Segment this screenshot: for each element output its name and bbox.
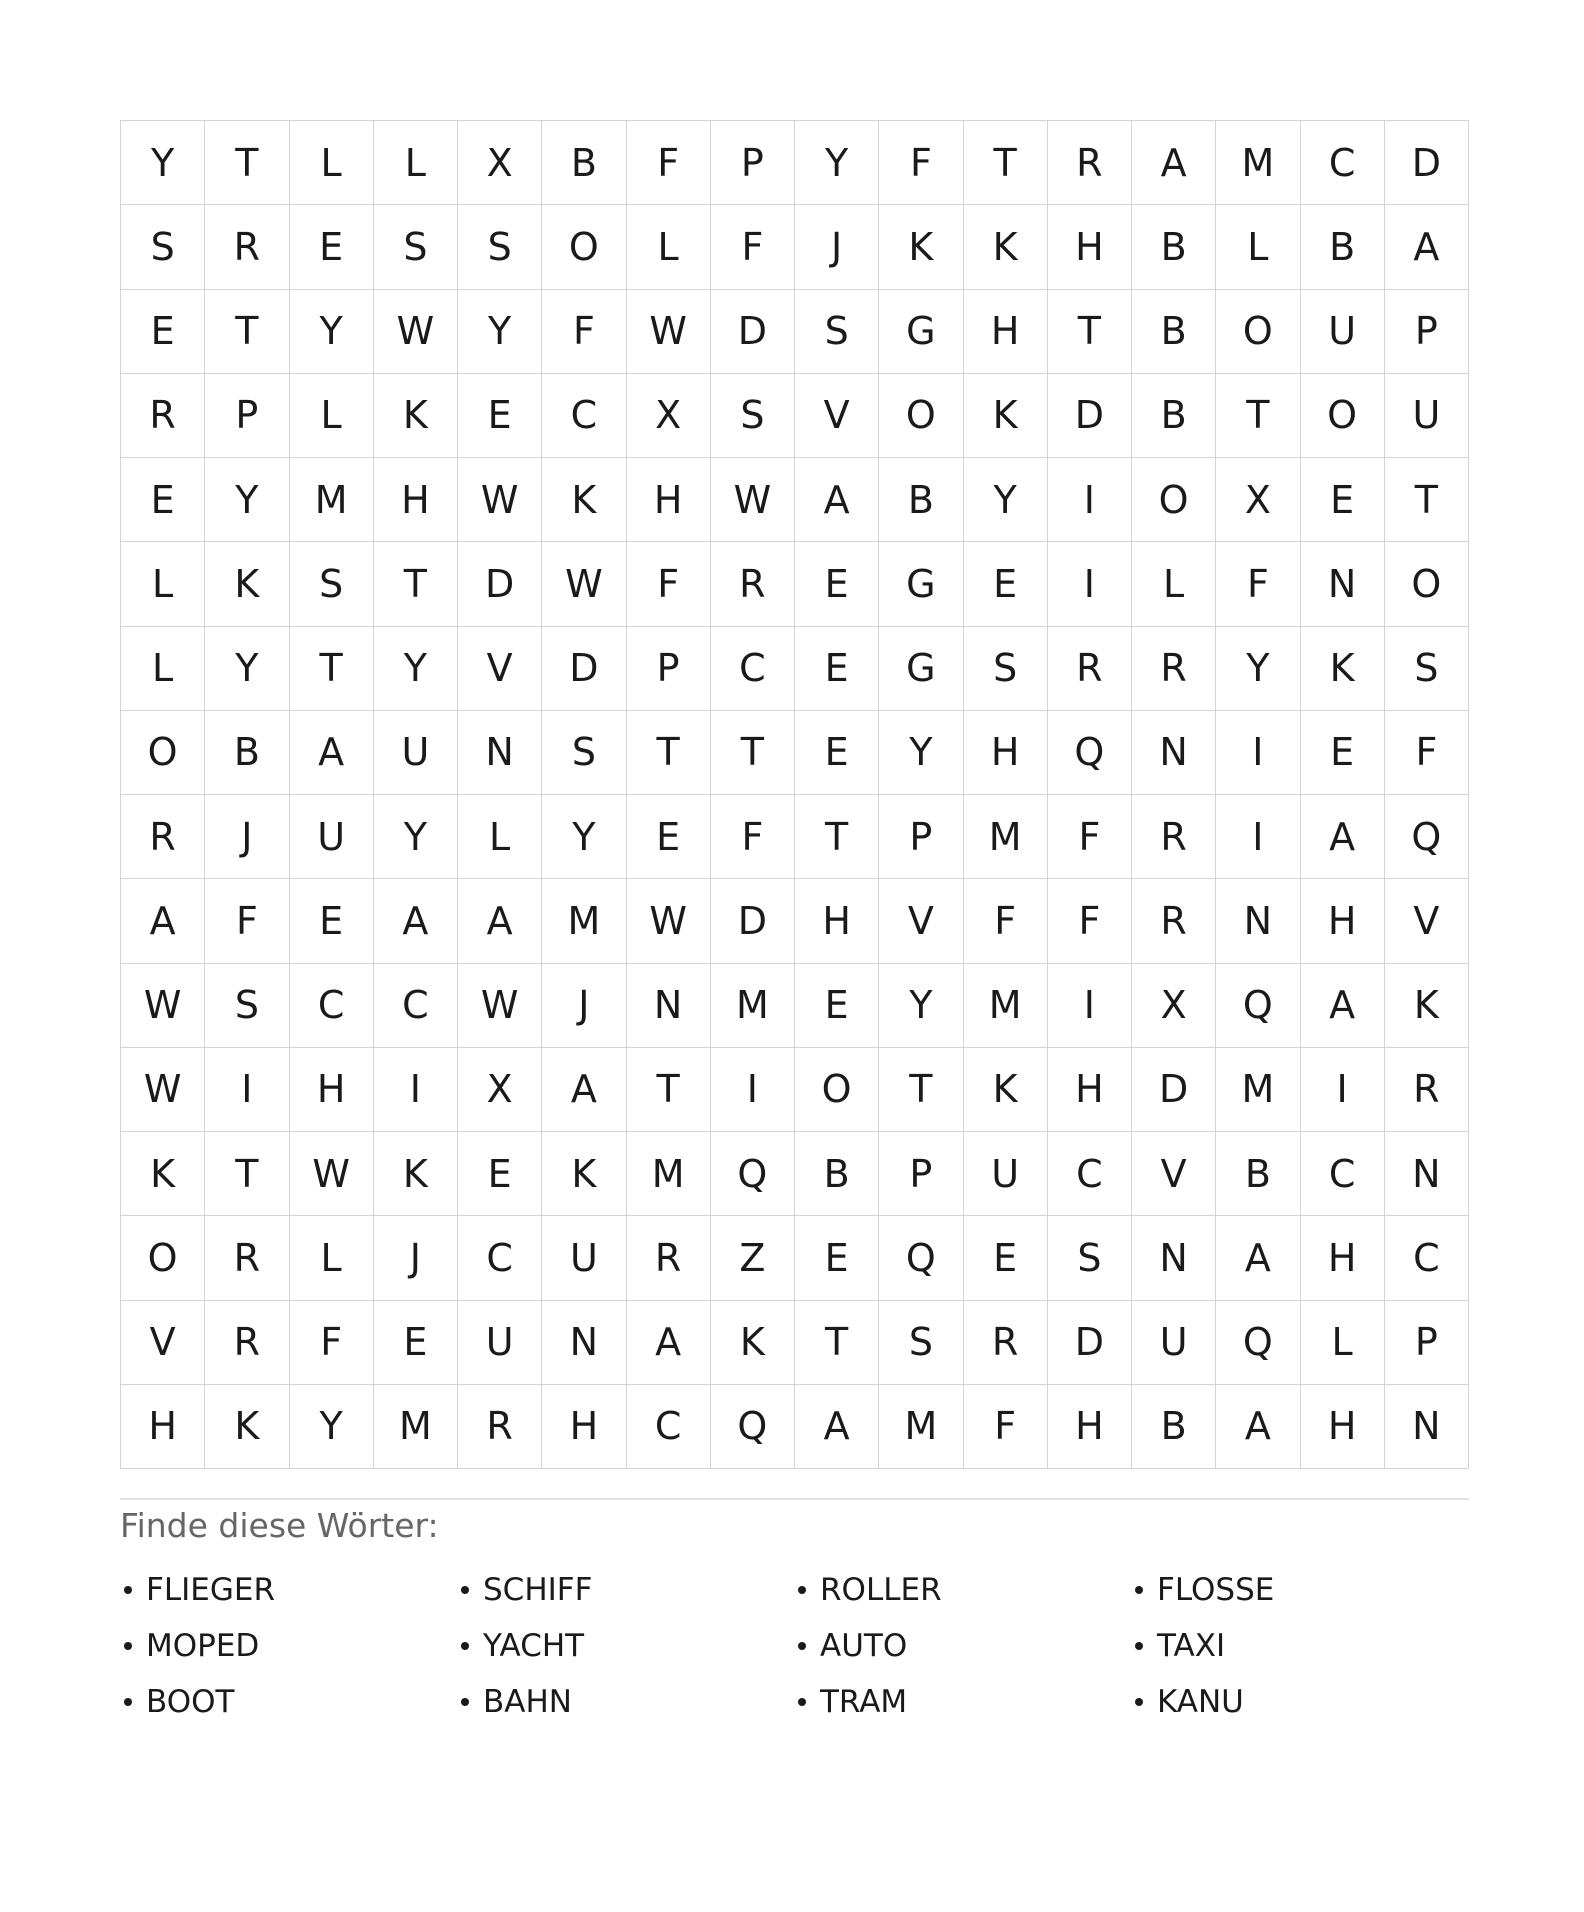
grid-cell[interactable]: O bbox=[1132, 458, 1216, 542]
grid-cell[interactable]: H bbox=[964, 711, 1048, 795]
grid-cell[interactable]: N bbox=[1301, 542, 1385, 626]
grid-cell[interactable]: Y bbox=[1216, 627, 1300, 711]
grid-cell[interactable]: C bbox=[542, 374, 626, 458]
grid-cell[interactable]: E bbox=[290, 879, 374, 963]
grid-cell[interactable]: T bbox=[1216, 374, 1300, 458]
word-label: TRAM bbox=[820, 1684, 908, 1720]
grid-cell[interactable]: L bbox=[1301, 1301, 1385, 1385]
word-list-item bbox=[1131, 1618, 1468, 1674]
grid-cell[interactable]: C bbox=[1385, 1216, 1469, 1300]
grid-cell[interactable]: V bbox=[458, 627, 542, 711]
grid-cell[interactable]: Y bbox=[964, 458, 1048, 542]
grid-cell[interactable]: W bbox=[458, 458, 542, 542]
grid-cell[interactable]: S bbox=[711, 374, 795, 458]
grid-cell[interactable]: X bbox=[1132, 964, 1216, 1048]
grid-cell[interactable]: M bbox=[627, 1132, 711, 1216]
grid-cell[interactable]: C bbox=[627, 1385, 711, 1469]
grid-cell[interactable]: D bbox=[711, 290, 795, 374]
grid-cell[interactable]: W bbox=[374, 290, 458, 374]
grid-cell[interactable]: M bbox=[964, 795, 1048, 879]
word-list-heading: Finde diese Wörter: bbox=[120, 1506, 439, 1545]
grid-cell[interactable]: F bbox=[1385, 711, 1469, 795]
grid-cell[interactable]: R bbox=[964, 1301, 1048, 1385]
grid-cell[interactable]: L bbox=[121, 542, 205, 626]
grid-cell[interactable]: X bbox=[627, 374, 711, 458]
grid-cell[interactable]: E bbox=[795, 711, 879, 795]
grid-cell[interactable]: H bbox=[1301, 1216, 1385, 1300]
grid-cell[interactable]: U bbox=[290, 795, 374, 879]
grid-cell[interactable]: B bbox=[879, 458, 963, 542]
grid-cell[interactable]: H bbox=[542, 1385, 626, 1469]
grid-cell[interactable]: R bbox=[121, 795, 205, 879]
grid-cell[interactable]: L bbox=[458, 795, 542, 879]
grid-cell[interactable]: D bbox=[1132, 1048, 1216, 1132]
grid-cell[interactable]: N bbox=[1385, 1385, 1469, 1469]
grid-cell[interactable]: A bbox=[374, 879, 458, 963]
grid-cell[interactable]: R bbox=[458, 1385, 542, 1469]
grid-cell[interactable]: Y bbox=[879, 711, 963, 795]
word-label: FLOSSE bbox=[1157, 1572, 1275, 1608]
bullet-icon bbox=[461, 1586, 469, 1594]
grid-cell[interactable]: S bbox=[374, 205, 458, 289]
bullet-icon bbox=[798, 1642, 806, 1650]
grid-cell[interactable]: F bbox=[205, 879, 289, 963]
grid-cell[interactable]: V bbox=[795, 374, 879, 458]
grid-cell[interactable]: D bbox=[1385, 121, 1469, 205]
divider bbox=[120, 1498, 1469, 1500]
grid-cell[interactable]: I bbox=[1216, 795, 1300, 879]
grid-cell[interactable]: K bbox=[879, 205, 963, 289]
word-label: TAXI bbox=[1157, 1628, 1226, 1664]
grid-cell[interactable]: C bbox=[374, 964, 458, 1048]
grid-cell[interactable]: I bbox=[1048, 542, 1132, 626]
grid-cell[interactable]: B bbox=[795, 1132, 879, 1216]
letter-grid bbox=[120, 120, 1469, 1469]
word-list-item bbox=[794, 1562, 1131, 1618]
grid-cell[interactable]: J bbox=[205, 795, 289, 879]
grid-cell[interactable]: X bbox=[458, 121, 542, 205]
grid-cell[interactable]: O bbox=[1216, 290, 1300, 374]
grid-cell[interactable]: J bbox=[374, 1216, 458, 1300]
grid-cell[interactable]: I bbox=[1301, 1048, 1385, 1132]
word-label: MOPED bbox=[146, 1628, 260, 1664]
grid-cell[interactable]: M bbox=[542, 879, 626, 963]
grid-cell[interactable]: I bbox=[1216, 711, 1300, 795]
grid-cell[interactable]: A bbox=[795, 1385, 879, 1469]
grid-cell[interactable]: Q bbox=[1216, 964, 1300, 1048]
grid-cell[interactable]: N bbox=[627, 964, 711, 1048]
grid-cell[interactable]: V bbox=[1132, 1132, 1216, 1216]
grid-cell[interactable]: Q bbox=[1048, 711, 1132, 795]
grid-cell[interactable]: W bbox=[627, 879, 711, 963]
grid-cell[interactable]: R bbox=[1048, 121, 1132, 205]
grid-cell[interactable]: H bbox=[1301, 879, 1385, 963]
grid-cell[interactable]: N bbox=[1216, 879, 1300, 963]
grid-cell[interactable]: E bbox=[1301, 711, 1385, 795]
grid-cell[interactable]: A bbox=[1301, 795, 1385, 879]
grid-cell[interactable]: B bbox=[1132, 290, 1216, 374]
grid-cell[interactable]: Q bbox=[711, 1132, 795, 1216]
grid-cell[interactable]: R bbox=[1132, 879, 1216, 963]
grid-cell[interactable]: P bbox=[627, 627, 711, 711]
grid-cell[interactable]: W bbox=[290, 1132, 374, 1216]
grid-cell[interactable]: B bbox=[1216, 1132, 1300, 1216]
grid-cell[interactable]: Y bbox=[374, 627, 458, 711]
grid-cell[interactable]: F bbox=[1048, 879, 1132, 963]
grid-cell[interactable]: T bbox=[795, 1301, 879, 1385]
grid-cell[interactable]: B bbox=[1132, 1385, 1216, 1469]
grid-cell[interactable]: M bbox=[290, 458, 374, 542]
bullet-icon bbox=[461, 1698, 469, 1706]
grid-cell[interactable]: E bbox=[121, 458, 205, 542]
grid-cell[interactable]: T bbox=[795, 795, 879, 879]
grid-cell[interactable]: K bbox=[711, 1301, 795, 1385]
bullet-icon bbox=[124, 1642, 132, 1650]
grid-cell[interactable]: K bbox=[542, 1132, 626, 1216]
grid-cell[interactable]: W bbox=[121, 1048, 205, 1132]
grid-cell[interactable]: K bbox=[121, 1132, 205, 1216]
grid-cell[interactable]: V bbox=[121, 1301, 205, 1385]
grid-cell[interactable]: L bbox=[627, 205, 711, 289]
grid-cell[interactable]: W bbox=[121, 964, 205, 1048]
grid-cell[interactable]: K bbox=[374, 374, 458, 458]
grid-cell[interactable]: N bbox=[1132, 711, 1216, 795]
grid-cell[interactable]: M bbox=[879, 1385, 963, 1469]
grid-cell[interactable]: R bbox=[711, 542, 795, 626]
grid-cell[interactable]: H bbox=[1048, 205, 1132, 289]
grid-cell[interactable]: F bbox=[964, 1385, 1048, 1469]
grid-cell[interactable]: L bbox=[290, 1216, 374, 1300]
bullet-icon bbox=[798, 1698, 806, 1706]
grid-cell[interactable]: A bbox=[1132, 121, 1216, 205]
grid-cell[interactable]: A bbox=[1216, 1216, 1300, 1300]
grid-cell[interactable]: W bbox=[627, 290, 711, 374]
grid-cell[interactable]: S bbox=[964, 627, 1048, 711]
grid-cell[interactable]: Y bbox=[542, 795, 626, 879]
grid-cell[interactable]: U bbox=[1132, 1301, 1216, 1385]
grid-cell[interactable]: H bbox=[1048, 1385, 1132, 1469]
grid-cell[interactable]: E bbox=[795, 964, 879, 1048]
grid-cell[interactable]: A bbox=[458, 879, 542, 963]
word-label: BOOT bbox=[146, 1684, 235, 1720]
grid-cell[interactable]: D bbox=[1048, 1301, 1132, 1385]
grid-cell[interactable]: T bbox=[964, 121, 1048, 205]
grid-cell[interactable]: P bbox=[879, 795, 963, 879]
grid-cell[interactable]: E bbox=[121, 290, 205, 374]
bullet-icon bbox=[798, 1586, 806, 1594]
grid-cell[interactable]: R bbox=[1385, 1048, 1469, 1132]
grid-cell[interactable]: F bbox=[1216, 542, 1300, 626]
grid-cell[interactable]: T bbox=[1385, 458, 1469, 542]
grid-cell[interactable]: M bbox=[1216, 121, 1300, 205]
bullet-icon bbox=[1135, 1586, 1143, 1594]
grid-cell[interactable]: F bbox=[964, 879, 1048, 963]
grid-cell[interactable]: N bbox=[1132, 1216, 1216, 1300]
grid-cell[interactable]: L bbox=[290, 374, 374, 458]
grid-cell[interactable]: A bbox=[1216, 1385, 1300, 1469]
word-list bbox=[120, 1562, 1469, 1730]
grid-cell[interactable]: S bbox=[1385, 627, 1469, 711]
grid-cell[interactable]: E bbox=[290, 205, 374, 289]
grid-cell[interactable]: E bbox=[964, 542, 1048, 626]
word-list-item bbox=[457, 1674, 794, 1730]
grid-cell[interactable]: T bbox=[627, 711, 711, 795]
grid-cell[interactable]: H bbox=[290, 1048, 374, 1132]
grid-cell[interactable]: E bbox=[627, 795, 711, 879]
word-list-item bbox=[120, 1618, 457, 1674]
grid-cell[interactable]: T bbox=[1048, 290, 1132, 374]
grid-cell[interactable]: Q bbox=[711, 1385, 795, 1469]
grid-cell[interactable]: S bbox=[1048, 1216, 1132, 1300]
word-label: FLIEGER bbox=[146, 1572, 275, 1608]
grid-cell[interactable]: V bbox=[879, 879, 963, 963]
grid-cell[interactable]: G bbox=[879, 542, 963, 626]
grid-cell[interactable]: A bbox=[627, 1301, 711, 1385]
grid-cell[interactable]: E bbox=[458, 374, 542, 458]
grid-cell[interactable]: I bbox=[374, 1048, 458, 1132]
grid-cell[interactable]: T bbox=[879, 1048, 963, 1132]
bullet-icon bbox=[124, 1586, 132, 1594]
grid-cell[interactable]: R bbox=[121, 374, 205, 458]
bullet-icon bbox=[1135, 1698, 1143, 1706]
grid-cell[interactable]: E bbox=[795, 1216, 879, 1300]
grid-cell[interactable]: U bbox=[1301, 290, 1385, 374]
grid-cell[interactable]: M bbox=[1216, 1048, 1300, 1132]
grid-cell[interactable]: S bbox=[879, 1301, 963, 1385]
grid-cell[interactable]: O bbox=[121, 711, 205, 795]
grid-cell[interactable]: L bbox=[1216, 205, 1300, 289]
grid-cell[interactable]: K bbox=[1385, 964, 1469, 1048]
grid-cell[interactable]: Y bbox=[121, 121, 205, 205]
grid-cell[interactable]: K bbox=[964, 1048, 1048, 1132]
grid-cell[interactable]: F bbox=[1048, 795, 1132, 879]
grid-cell[interactable]: P bbox=[711, 121, 795, 205]
grid-cell[interactable]: A bbox=[795, 458, 879, 542]
grid-cell[interactable]: T bbox=[374, 542, 458, 626]
grid-cell[interactable]: O bbox=[1301, 374, 1385, 458]
grid-cell[interactable]: O bbox=[542, 205, 626, 289]
grid-cell[interactable]: U bbox=[964, 1132, 1048, 1216]
word-label: ROLLER bbox=[820, 1572, 942, 1608]
grid-cell[interactable]: Q bbox=[1385, 795, 1469, 879]
word-list-item bbox=[1131, 1674, 1468, 1730]
grid-cell[interactable]: L bbox=[121, 627, 205, 711]
grid-cell[interactable]: X bbox=[1216, 458, 1300, 542]
bullet-icon bbox=[124, 1698, 132, 1706]
grid-cell[interactable]: K bbox=[374, 1132, 458, 1216]
grid-cell[interactable]: K bbox=[964, 205, 1048, 289]
grid-cell[interactable]: I bbox=[711, 1048, 795, 1132]
grid-cell[interactable]: O bbox=[1385, 542, 1469, 626]
grid-cell[interactable]: O bbox=[121, 1216, 205, 1300]
grid-cell[interactable]: F bbox=[627, 542, 711, 626]
grid-cell[interactable]: P bbox=[205, 374, 289, 458]
grid-cell[interactable]: S bbox=[290, 542, 374, 626]
grid-cell[interactable]: E bbox=[458, 1132, 542, 1216]
grid-cell[interactable]: A bbox=[1301, 964, 1385, 1048]
grid-cell[interactable]: Y bbox=[879, 964, 963, 1048]
grid-cell[interactable]: S bbox=[542, 711, 626, 795]
word-list-item bbox=[794, 1618, 1131, 1674]
word-list-item bbox=[794, 1674, 1131, 1730]
grid-cell[interactable]: Y bbox=[290, 290, 374, 374]
grid-cell[interactable]: N bbox=[1385, 1132, 1469, 1216]
grid-cell[interactable]: F bbox=[711, 795, 795, 879]
grid-cell[interactable]: H bbox=[964, 290, 1048, 374]
grid-cell[interactable]: Y bbox=[374, 795, 458, 879]
grid-cell[interactable]: F bbox=[542, 290, 626, 374]
grid-cell[interactable]: T bbox=[711, 711, 795, 795]
grid-cell[interactable]: C bbox=[1048, 1132, 1132, 1216]
grid-cell[interactable]: P bbox=[1385, 1301, 1469, 1385]
grid-cell[interactable]: R bbox=[1132, 627, 1216, 711]
word-label: SCHIFF bbox=[483, 1572, 593, 1608]
grid-cell[interactable]: D bbox=[1048, 374, 1132, 458]
grid-cell[interactable]: C bbox=[1301, 121, 1385, 205]
grid-cell[interactable]: R bbox=[205, 205, 289, 289]
grid-cell[interactable]: M bbox=[964, 964, 1048, 1048]
grid-cell[interactable]: E bbox=[795, 542, 879, 626]
grid-cell[interactable]: R bbox=[205, 1216, 289, 1300]
grid-cell[interactable]: Q bbox=[1216, 1301, 1300, 1385]
grid-cell[interactable]: O bbox=[795, 1048, 879, 1132]
grid-cell[interactable]: F bbox=[627, 121, 711, 205]
grid-cell[interactable]: C bbox=[458, 1216, 542, 1300]
grid-cell[interactable]: U bbox=[1385, 374, 1469, 458]
word-label: YACHT bbox=[483, 1628, 585, 1664]
grid-cell[interactable]: A bbox=[1385, 205, 1469, 289]
grid-cell[interactable]: Y bbox=[205, 627, 289, 711]
grid-cell[interactable]: B bbox=[1301, 205, 1385, 289]
grid-cell[interactable]: Y bbox=[795, 121, 879, 205]
grid-cell[interactable]: Z bbox=[711, 1216, 795, 1300]
grid-cell[interactable]: R bbox=[1048, 627, 1132, 711]
grid-cell[interactable]: R bbox=[205, 1301, 289, 1385]
word-list-item bbox=[120, 1562, 457, 1618]
grid-cell[interactable]: B bbox=[542, 121, 626, 205]
grid-cell[interactable]: T bbox=[205, 1132, 289, 1216]
grid-cell[interactable]: X bbox=[458, 1048, 542, 1132]
grid-cell[interactable]: M bbox=[711, 964, 795, 1048]
grid-cell[interactable]: L bbox=[290, 121, 374, 205]
word-list-item bbox=[120, 1674, 457, 1730]
grid-cell[interactable]: B bbox=[1132, 205, 1216, 289]
grid-cell[interactable]: E bbox=[1301, 458, 1385, 542]
grid-cell[interactable]: N bbox=[542, 1301, 626, 1385]
grid-cell[interactable]: M bbox=[374, 1385, 458, 1469]
grid-cell[interactable]: C bbox=[290, 964, 374, 1048]
grid-cell[interactable]: E bbox=[374, 1301, 458, 1385]
grid-cell[interactable]: Q bbox=[879, 1216, 963, 1300]
grid-cell[interactable]: F bbox=[711, 205, 795, 289]
grid-cell[interactable]: H bbox=[795, 879, 879, 963]
grid-cell[interactable]: C bbox=[711, 627, 795, 711]
grid-cell[interactable]: I bbox=[205, 1048, 289, 1132]
bullet-icon bbox=[1135, 1642, 1143, 1650]
grid-cell[interactable]: G bbox=[879, 627, 963, 711]
word-label: BAHN bbox=[483, 1684, 572, 1720]
grid-cell[interactable]: K bbox=[1301, 627, 1385, 711]
grid-cell[interactable]: S bbox=[458, 205, 542, 289]
grid-cell[interactable]: L bbox=[1132, 542, 1216, 626]
grid-cell[interactable]: K bbox=[542, 458, 626, 542]
grid-cell[interactable]: F bbox=[290, 1301, 374, 1385]
grid-cell[interactable]: N bbox=[458, 711, 542, 795]
grid-cell[interactable]: J bbox=[795, 205, 879, 289]
grid-cell[interactable]: E bbox=[795, 627, 879, 711]
grid-cell[interactable]: U bbox=[374, 711, 458, 795]
grid-cell[interactable]: R bbox=[1132, 795, 1216, 879]
word-label: KANU bbox=[1157, 1684, 1244, 1720]
grid-cell[interactable]: B bbox=[1132, 374, 1216, 458]
bullet-icon bbox=[461, 1642, 469, 1650]
grid-cell[interactable]: W bbox=[542, 542, 626, 626]
word-label: AUTO bbox=[820, 1628, 908, 1664]
grid-cell[interactable]: V bbox=[1385, 879, 1469, 963]
grid-cell[interactable]: Y bbox=[290, 1385, 374, 1469]
grid-cell[interactable]: K bbox=[964, 374, 1048, 458]
grid-cell[interactable]: P bbox=[1385, 290, 1469, 374]
word-list-item bbox=[457, 1562, 794, 1618]
grid-cell[interactable]: Y bbox=[205, 458, 289, 542]
grid-cell[interactable]: C bbox=[1301, 1132, 1385, 1216]
grid-cell[interactable]: D bbox=[458, 542, 542, 626]
grid-cell[interactable]: G bbox=[879, 290, 963, 374]
grid-cell[interactable]: D bbox=[711, 879, 795, 963]
grid-cell[interactable]: A bbox=[290, 711, 374, 795]
grid-cell[interactable]: T bbox=[205, 121, 289, 205]
grid-cell[interactable]: S bbox=[121, 205, 205, 289]
grid-cell[interactable]: S bbox=[205, 964, 289, 1048]
grid-cell[interactable]: T bbox=[627, 1048, 711, 1132]
grid-cell[interactable]: H bbox=[627, 458, 711, 542]
grid-cell[interactable]: L bbox=[374, 121, 458, 205]
grid-cell[interactable]: K bbox=[205, 1385, 289, 1469]
grid-cell[interactable]: U bbox=[458, 1301, 542, 1385]
grid-cell[interactable]: K bbox=[205, 542, 289, 626]
grid-cell[interactable]: D bbox=[542, 627, 626, 711]
grid-cell[interactable]: B bbox=[205, 711, 289, 795]
grid-cell[interactable]: W bbox=[458, 964, 542, 1048]
grid-cell[interactable]: J bbox=[542, 964, 626, 1048]
grid-cell[interactable]: I bbox=[1048, 964, 1132, 1048]
grid-cell[interactable]: H bbox=[121, 1385, 205, 1469]
grid-cell[interactable]: T bbox=[205, 290, 289, 374]
grid-cell[interactable]: O bbox=[879, 374, 963, 458]
grid-cell[interactable]: W bbox=[711, 458, 795, 542]
grid-cell[interactable]: Y bbox=[458, 290, 542, 374]
grid-cell[interactable]: I bbox=[1048, 458, 1132, 542]
grid-cell[interactable]: H bbox=[374, 458, 458, 542]
word-list-item bbox=[457, 1618, 794, 1674]
grid-cell[interactable]: A bbox=[121, 879, 205, 963]
grid-cell[interactable]: E bbox=[964, 1216, 1048, 1300]
grid-cell[interactable]: U bbox=[542, 1216, 626, 1300]
grid-cell[interactable]: F bbox=[879, 121, 963, 205]
grid-cell[interactable]: S bbox=[795, 290, 879, 374]
grid-cell[interactable]: R bbox=[627, 1216, 711, 1300]
grid-cell[interactable]: P bbox=[879, 1132, 963, 1216]
grid-cell[interactable]: T bbox=[290, 627, 374, 711]
grid-cell[interactable]: H bbox=[1048, 1048, 1132, 1132]
word-list-item bbox=[1131, 1562, 1468, 1618]
grid-cell[interactable]: H bbox=[1301, 1385, 1385, 1469]
grid-cell[interactable]: A bbox=[542, 1048, 626, 1132]
